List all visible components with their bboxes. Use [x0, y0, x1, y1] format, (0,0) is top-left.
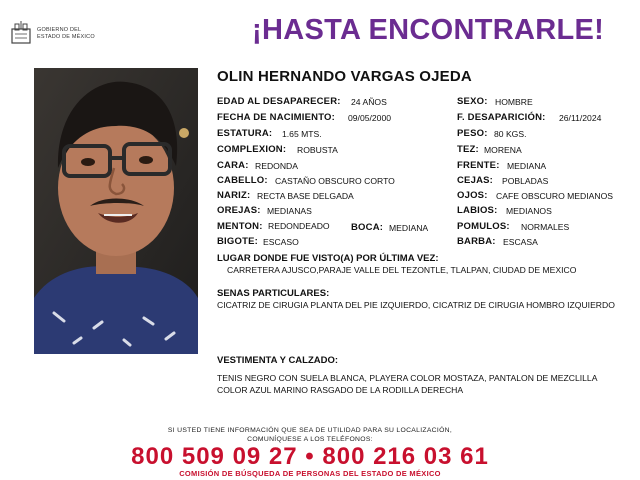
- last-seen-text: CARRETERA AJUSCO,PARAJE VALLE DEL TEZONTLE, TLALPAN, CIUDAD DE MEXICO: [227, 265, 577, 275]
- gov-line-1: GOBIERNO DEL: [37, 27, 82, 33]
- skin-value: MORENA: [484, 145, 522, 155]
- mustache-value: ESCASO: [263, 237, 299, 247]
- marks-text: CICATRIZ DE CIRUGIA PLANTA DEL PIE IZQUIERDO, CICATRIZ DE CIRUGIA HOMBRO IZQUIERDO: [217, 300, 615, 310]
- mouth-value: MEDIANA: [389, 223, 429, 233]
- cheekbones-value: NORMALES: [521, 222, 570, 232]
- skin-label: TEZ:: [457, 144, 479, 155]
- disappearance-date-value: 26/11/2024: [559, 113, 602, 123]
- contact-note: [0, 427, 620, 444]
- ears-value: MEDIANAS: [267, 206, 312, 216]
- marks-title: SENAS PARTICULARES:: [217, 288, 330, 299]
- face-label: CARA:: [217, 160, 249, 171]
- eyes-label: OJOS:: [457, 190, 488, 201]
- gov-line-2: ESTADO DE MÉXICO: [37, 33, 95, 40]
- forehead-label: FRENTE:: [457, 160, 500, 171]
- hair-label: CABELLO:: [217, 175, 268, 186]
- government-logo: [10, 20, 120, 46]
- person-photo: [34, 68, 198, 354]
- height-value: 1.65 MTS.: [282, 129, 322, 139]
- beard-label: BARBA:: [457, 236, 496, 247]
- clothing-title: VESTIMENTA Y CALZADO:: [217, 355, 339, 366]
- eyes-value: CAFE OBSCURO MEDIANOS: [496, 191, 613, 201]
- birthdate-value: 09/05/2000: [348, 113, 392, 123]
- beard-value: ESCASA: [503, 237, 538, 247]
- sex-value: HOMBRE: [495, 97, 533, 107]
- phone-numbers: [0, 443, 620, 471]
- face-value: REDONDA: [255, 161, 298, 171]
- weight-value: 80 KGS.: [494, 129, 527, 139]
- birthdate-label: FECHA DE NACIMIENTO:: [217, 112, 335, 123]
- commission-name: COMISIÓN DE BÚSQUEDA DE PERSONAS DEL ESTADO DE MÉXICO: [179, 469, 441, 478]
- age-label: EDAD AL DESAPARECER:: [217, 96, 341, 107]
- eyebrows-label: CEJAS:: [457, 175, 494, 186]
- lips-value: MEDIANOS: [506, 206, 552, 216]
- headline: ¡HASTA ENCONTRARLE!: [252, 14, 605, 46]
- age-value: 24 AÑOS: [351, 97, 387, 107]
- phone-1[interactable]: 800 509 09 27: [131, 443, 298, 470]
- weight-label: PESO:: [457, 128, 488, 139]
- forehead-value: MEDIANA: [507, 161, 547, 171]
- cheekbones-label: POMULOS:: [457, 221, 510, 232]
- hair-value: CASTAÑO OBSCURO CORTO: [275, 176, 395, 186]
- chin-value: REDONDEADO: [268, 221, 330, 231]
- contact-note-line-2: COMUNÍQUESE A LOS TELÉFONOS:: [247, 435, 373, 443]
- portrait-illustration: [34, 68, 198, 354]
- person-name: OLIN HERNANDO VARGAS OJEDA: [217, 68, 472, 85]
- nose-value: RECTA BASE DELGADA: [257, 191, 354, 201]
- phone-separator: •: [305, 443, 315, 470]
- mustache-label: BIGOTE:: [217, 236, 258, 247]
- last-seen-title: LUGAR DONDE FUE VISTO(A) POR ÚLTIMA VEZ:: [217, 253, 439, 264]
- complexion-value: ROBUSTA: [297, 145, 338, 155]
- phone-2[interactable]: 800 216 03 61: [322, 443, 489, 470]
- sex-label: SEXO:: [457, 96, 488, 107]
- government-name: [37, 27, 95, 40]
- clothing-text: TENIS NEGRO CON SUELA BLANCA, PLAYERA COLOR MOSTAZA, PANTALON DE MEZCLILLA COLOR AZUL MARINO RASGADO DE LA RODILLA DERECHA: [217, 373, 597, 395]
- mouth-label: BOCA:: [351, 222, 384, 233]
- chin-label: MENTON:: [217, 221, 263, 232]
- height-label: ESTATURA:: [217, 128, 273, 139]
- complexion-label: COMPLEXION:: [217, 144, 287, 155]
- contact-note-line-1: SI USTED TIENE INFORMACIÓN QUE SEA DE UTILIDAD PARA SU LOCALIZACIÓN,: [167, 427, 453, 434]
- eyebrows-value: POBLADAS: [502, 176, 549, 186]
- lips-label: LABIOS:: [457, 205, 498, 216]
- disappearance-date-label: F. DESAPARICIÓN:: [457, 112, 546, 123]
- nose-label: NARIZ:: [217, 190, 251, 201]
- ears-label: OREJAS:: [217, 205, 261, 216]
- coat-of-arms-icon: [10, 20, 32, 44]
